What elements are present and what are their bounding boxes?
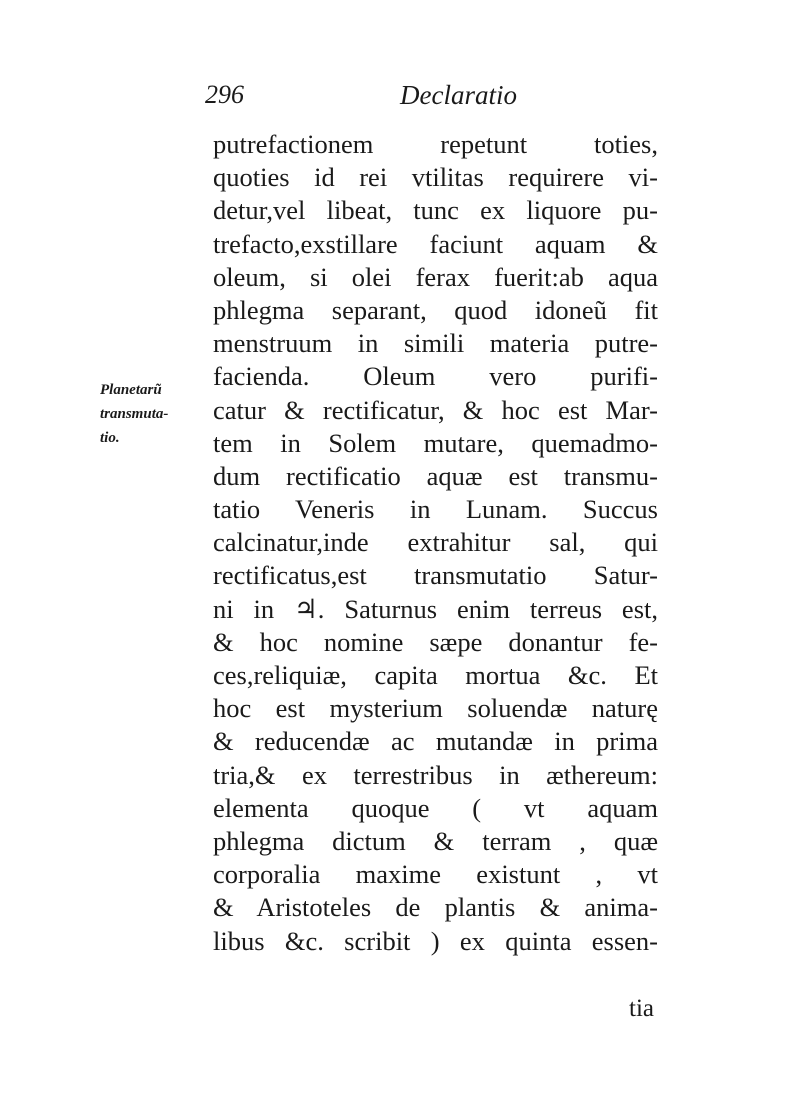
text-line: tatio Veneris in Lunam. Succus	[213, 494, 658, 525]
body-text	[213, 128, 658, 958]
text-line: quoties id rei vtilitas requirere vi-	[213, 162, 658, 193]
text-line: phlegma dictum & terram , quæ	[213, 825, 658, 856]
text-line: ces,reliquiæ, capita mortua &c. Et	[213, 660, 658, 690]
text-line: & Aristoteles de plantis & anima-	[213, 892, 658, 923]
text-line: hoc est mysterium soluendæ naturę	[213, 693, 658, 724]
text-line: libus &c. scribit ) ex quinta essen-	[213, 925, 658, 956]
text-line: putrefactionem repetunt toties,	[213, 129, 658, 159]
text-line: elementa quoque ( vt aquam	[213, 792, 658, 823]
text-line: dum rectificatio aquæ est transmu-	[213, 460, 658, 491]
catchword: tia	[629, 995, 654, 1022]
page-header	[205, 80, 665, 120]
marginal-note-line: Planetarũ	[100, 382, 162, 398]
text-line: & reducendæ ac mutandæ in prima	[213, 726, 658, 757]
text-line: corporalia maxime existunt , vt	[213, 859, 658, 890]
text-line: ni in ♃. Saturnus enim terreus est,	[213, 593, 658, 624]
text-line: & hoc nomine sæpe donantur fe-	[213, 626, 658, 657]
text-line: facienda. Oleum vero purifi-	[213, 361, 658, 392]
text-line: oleum, si olei ferax fuerit:ab aqua	[213, 261, 658, 292]
marginal-note	[100, 378, 210, 450]
marginal-note-line: transmuta-	[100, 406, 169, 422]
marginal-note-line: tio.	[100, 430, 120, 446]
running-head: Declaratio	[400, 80, 517, 110]
text-line: rectificatus,est transmutatio Satur-	[213, 560, 658, 591]
text-line: phlegma separant, quod idoneũ fit	[213, 294, 658, 325]
page-number: 296	[205, 80, 244, 109]
text-line: tem in Solem mutare, quemadmo-	[213, 427, 658, 458]
text-line: tria,& ex terrestribus in æthereum:	[213, 759, 658, 790]
text-line: detur,vel libeat, tunc ex liquore pu-	[213, 195, 658, 226]
text-line: catur & rectificatur, & hoc est Mar-	[213, 394, 658, 425]
text-line: trefacto,exstillare faciunt aquam &	[213, 228, 658, 259]
text-line: menstruum in simili materia putre-	[213, 328, 658, 359]
text-line: calcinatur,inde extrahitur sal, qui	[213, 527, 658, 558]
